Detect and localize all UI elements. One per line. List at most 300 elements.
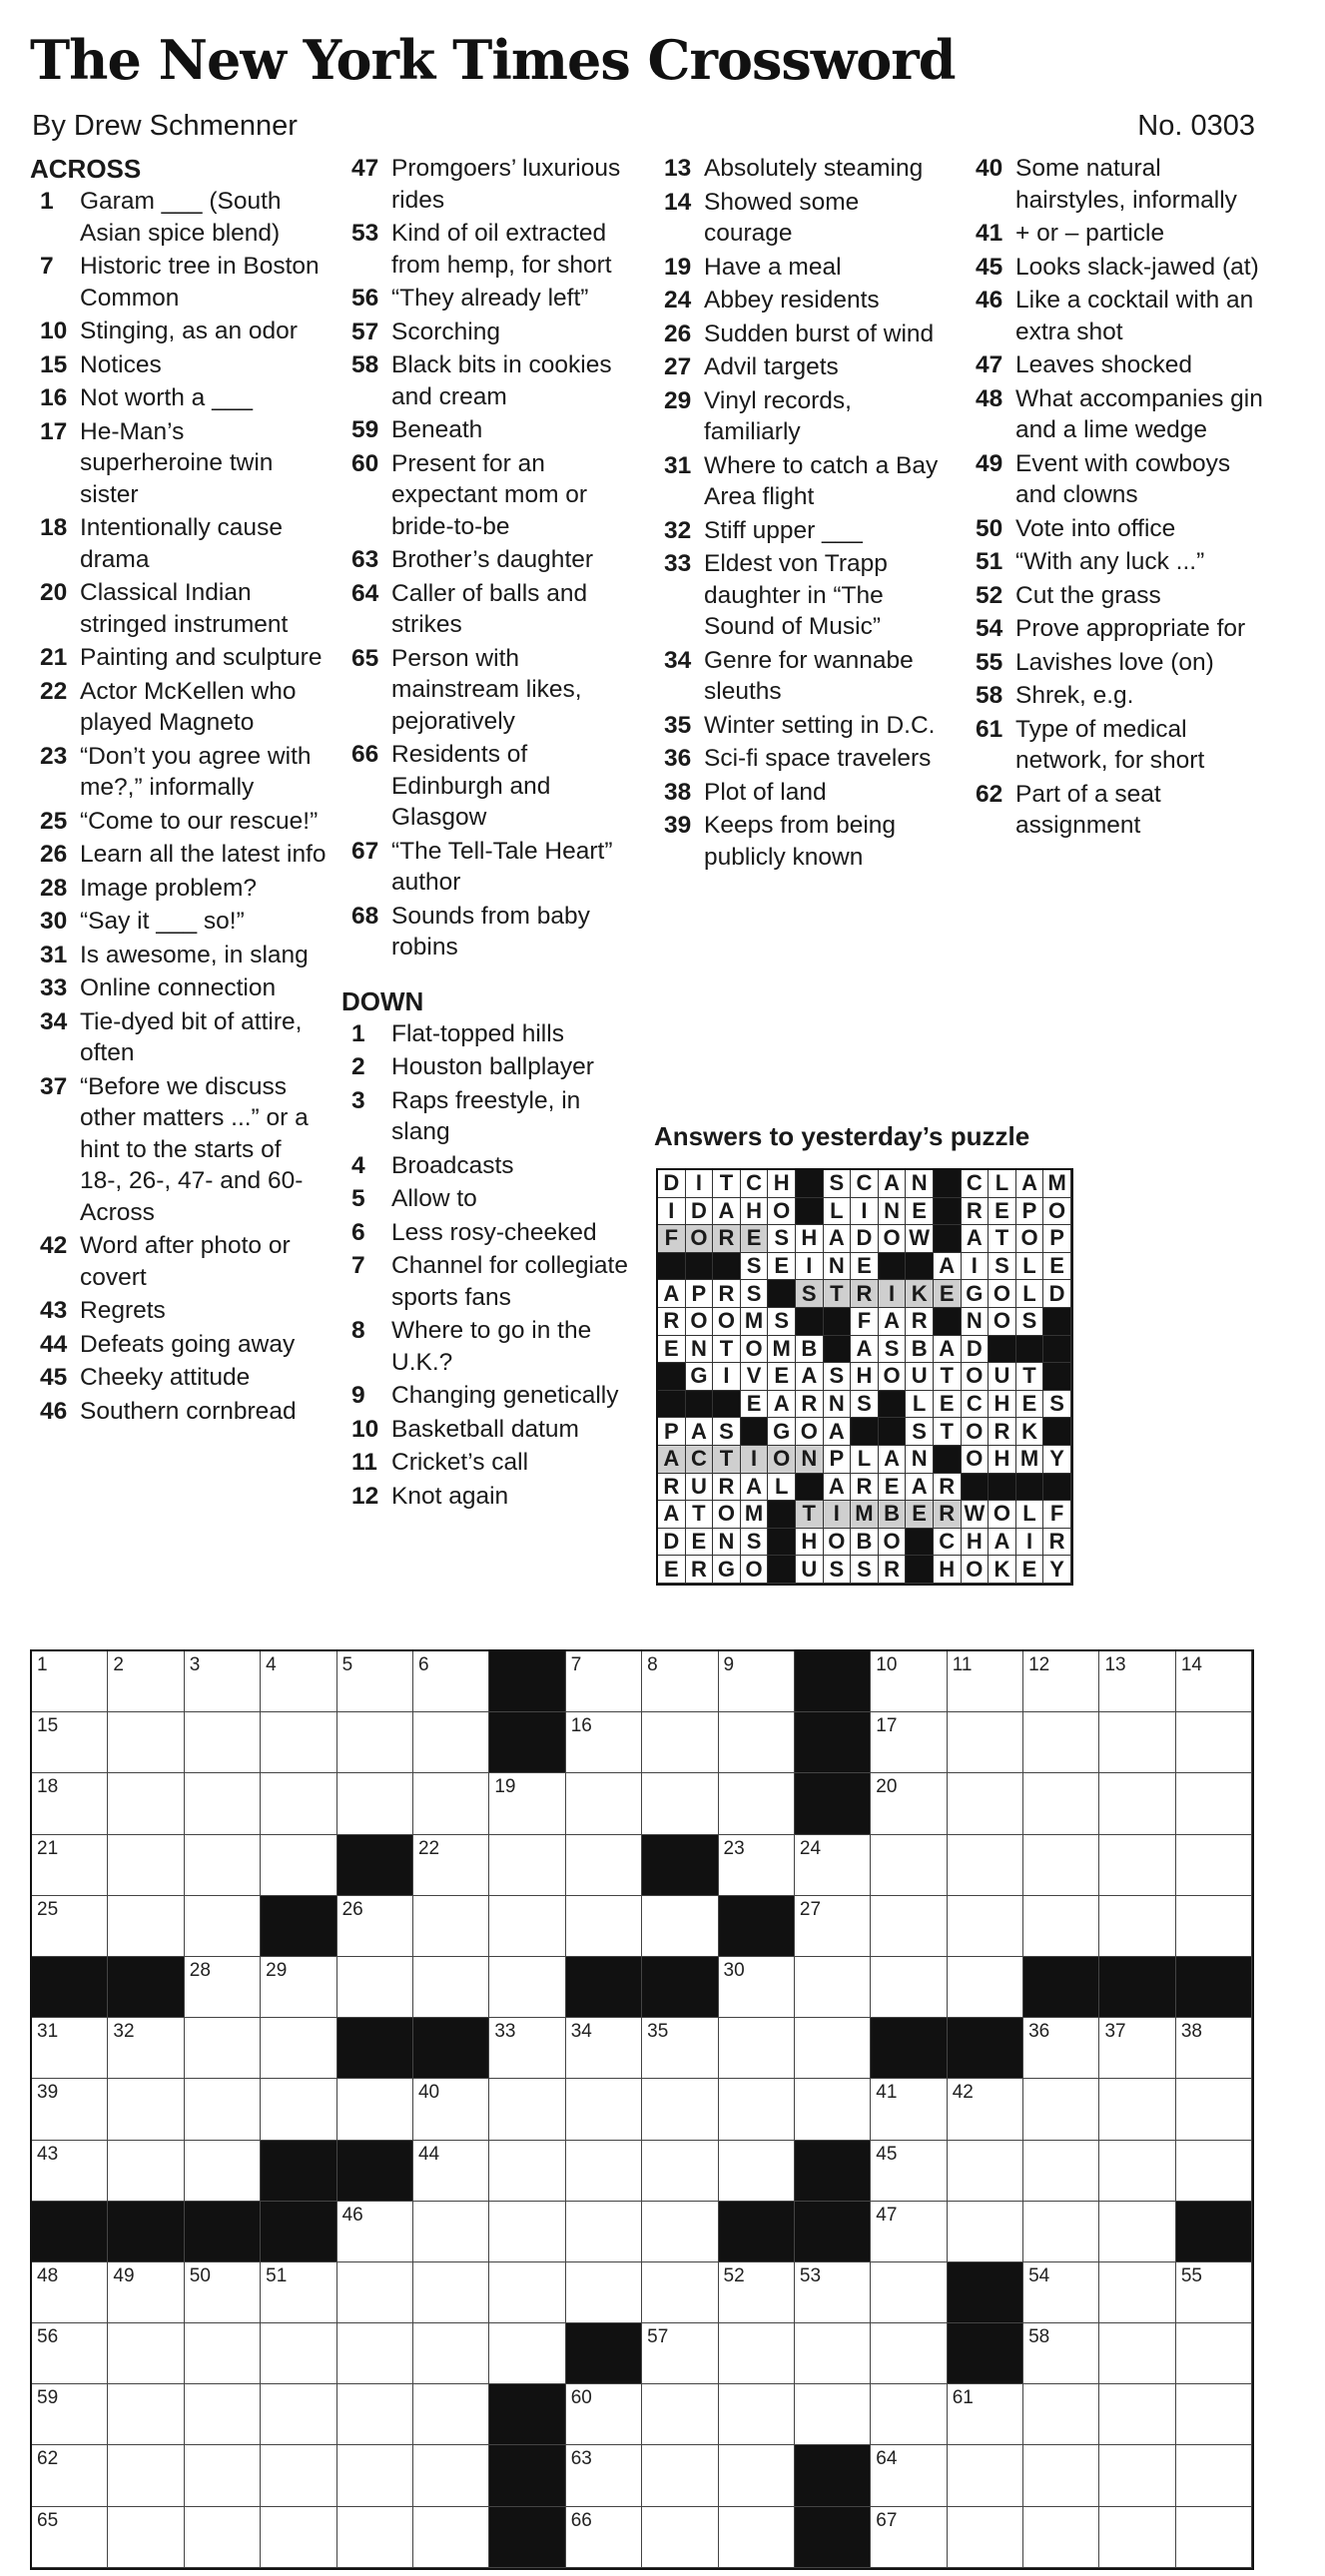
grid-cell[interactable] (948, 1773, 1023, 1834)
grid-cell[interactable] (566, 2445, 642, 2506)
grid-cell[interactable] (871, 2384, 947, 2445)
grid-cell[interactable] (566, 1896, 642, 1957)
down-clue[interactable] (654, 645, 954, 708)
down-clue[interactable] (966, 647, 1265, 679)
grid-cell[interactable] (948, 1896, 1023, 1957)
grid-cell[interactable] (1176, 2079, 1252, 2140)
grid-cell[interactable] (566, 2202, 642, 2262)
grid-cell[interactable] (185, 1896, 261, 1957)
grid-cell[interactable] (795, 1896, 871, 1957)
grid-cell[interactable] (871, 2323, 947, 2384)
grid-cell[interactable] (337, 2507, 413, 2568)
grid-cell[interactable] (719, 2384, 795, 2445)
grid-cell[interactable] (337, 2262, 413, 2323)
grid-cell[interactable] (261, 2323, 336, 2384)
grid-cell[interactable] (337, 1896, 413, 1957)
grid-cell[interactable] (719, 2323, 795, 2384)
grid-cell[interactable] (489, 2018, 565, 2079)
grid-cell[interactable] (185, 2323, 261, 2384)
grid-cell[interactable] (1023, 2202, 1099, 2262)
grid-cell[interactable] (413, 1896, 489, 1957)
grid-cell[interactable] (566, 2262, 642, 2323)
across-clue[interactable] (30, 1071, 330, 1229)
down-clue[interactable] (654, 548, 954, 643)
down-clue[interactable] (341, 1150, 641, 1182)
grid-cell[interactable] (566, 2384, 642, 2445)
down-clue[interactable] (654, 450, 954, 513)
grid-cell[interactable] (1176, 2445, 1252, 2506)
grid-cell[interactable] (489, 2079, 565, 2140)
grid-cell[interactable] (413, 2079, 489, 2140)
down-clue[interactable] (341, 1051, 641, 1083)
down-clue[interactable] (341, 1447, 641, 1479)
down-clue[interactable] (966, 580, 1265, 612)
grid-cell[interactable] (413, 2507, 489, 2568)
grid-cell[interactable] (261, 1651, 336, 1712)
down-clue[interactable] (654, 252, 954, 284)
grid-cell[interactable] (1176, 2384, 1252, 2445)
grid-cell[interactable] (948, 1651, 1023, 1712)
down-clue[interactable] (966, 153, 1265, 216)
across-clue[interactable] (341, 836, 641, 899)
across-clue[interactable] (341, 153, 641, 216)
down-clue[interactable] (341, 1183, 641, 1215)
grid-cell[interactable] (566, 2507, 642, 2568)
cell-number: 49 (113, 2264, 135, 2286)
grid-cell[interactable] (185, 2262, 261, 2323)
down-clue[interactable] (654, 319, 954, 350)
grid-cell[interactable] (108, 2507, 184, 2568)
grid-cell[interactable] (948, 2445, 1023, 2506)
grid-cell[interactable] (185, 2141, 261, 2202)
answer-cell: A (879, 1170, 907, 1198)
grid-cell[interactable] (795, 1835, 871, 1896)
grid-cell[interactable] (337, 1651, 413, 1712)
grid-cell[interactable] (1099, 1651, 1175, 1712)
across-clue[interactable] (30, 349, 330, 381)
across-clue[interactable] (30, 806, 330, 838)
grid-cell[interactable] (719, 2018, 795, 2079)
down-clue[interactable] (966, 613, 1265, 645)
across-clue[interactable] (30, 676, 330, 739)
grid-cell[interactable] (1099, 2445, 1175, 2506)
across-clue[interactable] (30, 186, 330, 249)
grid-cell[interactable] (642, 2507, 718, 2568)
grid-cell[interactable] (871, 1957, 947, 2018)
grid-cell[interactable] (795, 2384, 871, 2445)
grid-cell[interactable] (719, 2079, 795, 2140)
grid-cell[interactable] (413, 1712, 489, 1773)
grid-cell[interactable] (413, 2262, 489, 2323)
grid-cell[interactable] (185, 1651, 261, 1712)
cell-number: 62 (37, 2448, 59, 2470)
grid-cell[interactable] (642, 1651, 718, 1712)
grid-cell[interactable] (948, 2507, 1023, 2568)
across-clue[interactable] (30, 577, 330, 640)
grid-cell[interactable] (337, 2202, 413, 2262)
down-clue[interactable] (966, 680, 1265, 712)
grid-cell[interactable] (642, 1773, 718, 1834)
grid-cell[interactable] (337, 2079, 413, 2140)
down-clue[interactable] (654, 351, 954, 383)
grid-cell[interactable] (1176, 2262, 1252, 2323)
grid-cell[interactable] (948, 2384, 1023, 2445)
answer-cell: L (851, 1446, 879, 1474)
grid-cell[interactable] (1099, 2507, 1175, 2568)
grid-cell[interactable] (1023, 2079, 1099, 2140)
across-clue[interactable] (30, 1006, 330, 1069)
down-clue[interactable] (341, 1481, 641, 1513)
grid-cell[interactable] (32, 1896, 108, 1957)
down-clue[interactable] (654, 515, 954, 547)
grid-cell[interactable] (642, 1712, 718, 1773)
grid-cell[interactable] (1023, 1896, 1099, 1957)
grid-cell[interactable] (108, 2141, 184, 2202)
grid-cell[interactable] (261, 2079, 336, 2140)
grid-cell[interactable] (948, 2202, 1023, 2262)
across-clue[interactable] (30, 1362, 330, 1394)
grid-cell[interactable] (871, 2141, 947, 2202)
across-clue[interactable] (341, 349, 641, 412)
grid-cell[interactable] (32, 1835, 108, 1896)
grid-cell[interactable] (32, 1712, 108, 1773)
grid-cell[interactable] (795, 2262, 871, 2323)
grid-cell[interactable] (32, 2018, 108, 2079)
grid-cell[interactable] (642, 2141, 718, 2202)
grid-cell[interactable] (642, 2445, 718, 2506)
grid-cell[interactable] (642, 2018, 718, 2079)
grid-cell[interactable] (32, 2384, 108, 2445)
grid-cell[interactable] (566, 1835, 642, 1896)
grid-cell[interactable] (185, 1957, 261, 2018)
grid-cell[interactable] (1099, 1896, 1175, 1957)
grid-cell[interactable] (719, 1957, 795, 2018)
grid-cell[interactable] (1099, 2018, 1175, 2079)
grid-cell[interactable] (108, 2262, 184, 2323)
grid-cell[interactable] (108, 1773, 184, 1834)
grid-cell[interactable] (108, 2018, 184, 2079)
down-clue[interactable] (654, 187, 954, 250)
grid-cell[interactable] (1023, 2507, 1099, 2568)
across-clue[interactable] (341, 283, 641, 315)
grid-cell[interactable] (1176, 1712, 1252, 1773)
grid-cell[interactable] (489, 2262, 565, 2323)
grid-cell[interactable] (489, 2141, 565, 2202)
grid-cell[interactable] (337, 2384, 413, 2445)
across-clue[interactable] (30, 382, 330, 414)
across-clue[interactable] (30, 251, 330, 314)
grid-cell[interactable] (413, 1835, 489, 1896)
clue-number: 49 (976, 449, 1003, 477)
grid-cell[interactable] (261, 2384, 336, 2445)
grid-cell[interactable] (489, 2202, 565, 2262)
across-clue[interactable] (341, 218, 641, 281)
grid-cell[interactable] (261, 1712, 336, 1773)
grid-cell[interactable] (871, 1651, 947, 1712)
across-clue[interactable] (30, 1396, 330, 1428)
grid-cell[interactable] (261, 1957, 336, 2018)
grid-cell[interactable] (795, 2323, 871, 2384)
grid-cell[interactable] (413, 2323, 489, 2384)
down-clue[interactable] (654, 810, 954, 873)
grid-cell[interactable] (185, 2445, 261, 2506)
across-clue[interactable] (30, 873, 330, 905)
grid-cell[interactable] (337, 2323, 413, 2384)
grid-cell[interactable] (108, 2079, 184, 2140)
down-clue[interactable] (966, 513, 1265, 545)
down-clue[interactable] (341, 1315, 641, 1378)
across-clue[interactable] (341, 448, 641, 543)
grid-cell[interactable] (108, 1835, 184, 1896)
across-clue[interactable] (30, 940, 330, 971)
grid-cell[interactable] (642, 2262, 718, 2323)
grid-cell[interactable] (1099, 1835, 1175, 1896)
grid-cell[interactable] (261, 1773, 336, 1834)
grid-cell[interactable] (1099, 1712, 1175, 1773)
grid-cell[interactable] (1176, 1773, 1252, 1834)
grid-cell[interactable] (1099, 2323, 1175, 2384)
grid-cell[interactable] (948, 1835, 1023, 1896)
grid-cell[interactable] (337, 1957, 413, 2018)
grid-cell[interactable] (948, 1957, 1023, 2018)
down-clue[interactable] (966, 252, 1265, 284)
across-clue[interactable] (30, 839, 330, 871)
grid-cell[interactable] (413, 2445, 489, 2506)
grid-cell[interactable] (719, 1712, 795, 1773)
grid-cell[interactable] (108, 2323, 184, 2384)
grid-cell[interactable] (413, 2202, 489, 2262)
cell-number: 40 (417, 2082, 440, 2104)
grid-cell[interactable] (1176, 2507, 1252, 2568)
grid-cell[interactable] (413, 1651, 489, 1712)
grid-cell[interactable] (719, 2262, 795, 2323)
down-clue[interactable] (654, 385, 954, 448)
grid-cell[interactable] (642, 2202, 718, 2262)
grid-cell[interactable] (1176, 1651, 1252, 1712)
down-clue[interactable] (341, 1018, 641, 1050)
grid-cell[interactable] (1176, 2141, 1252, 2202)
grid-cell[interactable] (32, 2323, 108, 2384)
down-clue[interactable] (654, 153, 954, 185)
across-clue[interactable] (30, 316, 330, 347)
grid-cell[interactable] (337, 2445, 413, 2506)
across-clue[interactable] (341, 739, 641, 834)
grid-cell[interactable] (1023, 1712, 1099, 1773)
down-clue[interactable] (341, 1085, 641, 1148)
grid-cell[interactable] (719, 1651, 795, 1712)
grid-cell[interactable] (489, 1957, 565, 2018)
across-clue[interactable] (341, 643, 641, 738)
grid-cell[interactable] (32, 2507, 108, 2568)
grid-cell[interactable] (642, 2384, 718, 2445)
grid-cell[interactable] (185, 1712, 261, 1773)
down-clue[interactable] (654, 743, 954, 775)
grid-cell[interactable] (489, 2323, 565, 2384)
grid-cell[interactable] (1023, 2262, 1099, 2323)
grid-cell[interactable] (566, 2141, 642, 2202)
black-square (1023, 1957, 1099, 2018)
grid-cell[interactable] (871, 1896, 947, 1957)
grid-cell[interactable] (1023, 1835, 1099, 1896)
grid-cell[interactable] (1023, 1651, 1099, 1712)
grid-cell[interactable] (489, 1773, 565, 1834)
grid-cell[interactable] (108, 1896, 184, 1957)
across-clue[interactable] (30, 741, 330, 804)
grid-cell[interactable] (337, 1712, 413, 1773)
across-clue[interactable] (341, 901, 641, 964)
grid-cell[interactable] (261, 1835, 336, 1896)
answer-black-square (768, 1280, 796, 1308)
grid-cell[interactable] (566, 2018, 642, 2079)
grid-cell[interactable] (719, 2507, 795, 2568)
grid-cell[interactable] (642, 1896, 718, 1957)
grid-cell[interactable] (261, 2262, 336, 2323)
across-clue[interactable] (341, 578, 641, 641)
down-clue[interactable] (966, 714, 1265, 777)
grid-cell[interactable] (185, 2018, 261, 2079)
grid-cell[interactable] (871, 2262, 947, 2323)
across-clue[interactable] (341, 414, 641, 446)
down-clue[interactable] (654, 777, 954, 809)
grid-cell[interactable] (795, 2079, 871, 2140)
grid-cell[interactable] (1099, 2202, 1175, 2262)
clue-text: Tie-dyed bit of attire, often (80, 1007, 303, 1066)
grid-cell[interactable] (566, 1773, 642, 1834)
grid-cell[interactable] (795, 2018, 871, 2079)
down-clue[interactable] (654, 710, 954, 742)
grid-cell[interactable] (642, 2079, 718, 2140)
grid-cell[interactable] (1099, 1773, 1175, 1834)
grid-cell[interactable] (489, 1896, 565, 1957)
grid-cell[interactable] (32, 1651, 108, 1712)
grid-cell[interactable] (108, 1712, 184, 1773)
grid-cell[interactable] (719, 2141, 795, 2202)
grid-cell[interactable] (261, 2018, 336, 2079)
grid-cell[interactable] (1023, 2384, 1099, 2445)
across-clue[interactable] (30, 906, 330, 938)
grid-cell[interactable] (413, 2384, 489, 2445)
grid-cell[interactable] (948, 2141, 1023, 2202)
grid-cell[interactable] (261, 2445, 336, 2506)
grid-cell[interactable] (948, 1712, 1023, 1773)
down-clue[interactable] (966, 546, 1265, 578)
down-clue[interactable] (341, 1250, 641, 1313)
across-clue[interactable] (30, 642, 330, 674)
clue-text: Prove appropriate for (1015, 615, 1246, 642)
down-clue[interactable] (966, 383, 1265, 446)
grid-cell[interactable] (1176, 2018, 1252, 2079)
down-clue[interactable] (966, 349, 1265, 381)
grid-cell[interactable] (719, 2445, 795, 2506)
grid-cell[interactable] (108, 2384, 184, 2445)
grid-cell[interactable] (108, 1651, 184, 1712)
grid-cell[interactable] (337, 1773, 413, 1834)
cell-number: 47 (876, 2204, 898, 2226)
clue-number: 31 (40, 941, 68, 968)
grid-cell[interactable] (185, 1773, 261, 1834)
grid-cell[interactable] (566, 1712, 642, 1773)
across-clue[interactable] (341, 544, 641, 576)
grid-cell[interactable] (1023, 2445, 1099, 2506)
down-clue[interactable] (341, 1217, 641, 1249)
grid-cell[interactable] (185, 2079, 261, 2140)
grid-cell[interactable] (1023, 2323, 1099, 2384)
across-clue[interactable] (30, 1295, 330, 1327)
cell-number: 1 (37, 1654, 48, 1675)
grid-cell[interactable] (719, 1835, 795, 1896)
clue-number: 41 (976, 220, 1003, 247)
grid-cell[interactable] (871, 2507, 947, 2568)
grid-cell[interactable] (1099, 2384, 1175, 2445)
grid-cell[interactable] (871, 2202, 947, 2262)
grid-cell[interactable] (32, 2079, 108, 2140)
grid-cell[interactable] (871, 2079, 947, 2140)
grid-cell[interactable] (185, 2507, 261, 2568)
grid-cell[interactable] (1023, 1773, 1099, 1834)
grid-cell[interactable] (871, 1712, 947, 1773)
grid-cell[interactable] (948, 2079, 1023, 2140)
grid-cell[interactable] (566, 1651, 642, 1712)
down-clue[interactable] (341, 1414, 641, 1446)
grid-cell[interactable] (261, 2507, 336, 2568)
across-clue[interactable] (30, 416, 330, 511)
grid-cell[interactable] (32, 2262, 108, 2323)
grid-cell[interactable] (1176, 1835, 1252, 1896)
down-clue[interactable] (341, 1380, 641, 1412)
grid-cell[interactable] (413, 1957, 489, 2018)
grid-cell[interactable] (413, 1773, 489, 1834)
grid-cell[interactable] (1176, 1896, 1252, 1957)
grid-cell[interactable] (413, 2141, 489, 2202)
down-clue[interactable] (966, 285, 1265, 347)
grid-cell[interactable] (1176, 2323, 1252, 2384)
grid-cell[interactable] (32, 1773, 108, 1834)
grid-cell[interactable] (32, 2141, 108, 2202)
grid-cell[interactable] (642, 2323, 718, 2384)
down-clue[interactable] (654, 285, 954, 317)
clue-text: Where to catch a Bay Area flight (704, 451, 939, 510)
grid-cell[interactable] (871, 1773, 947, 1834)
down-clue[interactable] (966, 218, 1265, 250)
grid-cell[interactable] (1023, 2018, 1099, 2079)
grid-cell[interactable] (32, 2445, 108, 2506)
grid-cell[interactable] (1023, 2141, 1099, 2202)
grid-cell[interactable] (566, 2079, 642, 2140)
crossword-grid[interactable] (30, 1649, 1254, 2570)
down-clue[interactable] (966, 779, 1265, 842)
down-clue[interactable] (966, 448, 1265, 511)
answer-black-square (962, 1474, 990, 1502)
clue-number: 36 (664, 745, 692, 772)
across-clue[interactable] (341, 317, 641, 348)
grid-cell[interactable] (871, 1835, 947, 1896)
clue-text: What accompanies gin and a lime wedge (1015, 384, 1263, 443)
grid-cell[interactable] (1099, 2141, 1175, 2202)
grid-cell[interactable] (871, 2445, 947, 2506)
across-clue[interactable] (30, 512, 330, 575)
across-clue[interactable] (30, 972, 330, 1004)
across-clue[interactable] (30, 1329, 330, 1361)
grid-cell[interactable] (1099, 2262, 1175, 2323)
grid-cell[interactable] (489, 1835, 565, 1896)
grid-cell[interactable] (185, 2384, 261, 2445)
grid-cell[interactable] (108, 2445, 184, 2506)
grid-cell[interactable] (1099, 2079, 1175, 2140)
grid-cell[interactable] (185, 1835, 261, 1896)
grid-cell[interactable] (795, 1957, 871, 2018)
grid-cell[interactable] (719, 1773, 795, 1834)
across-clue[interactable] (30, 1230, 330, 1293)
